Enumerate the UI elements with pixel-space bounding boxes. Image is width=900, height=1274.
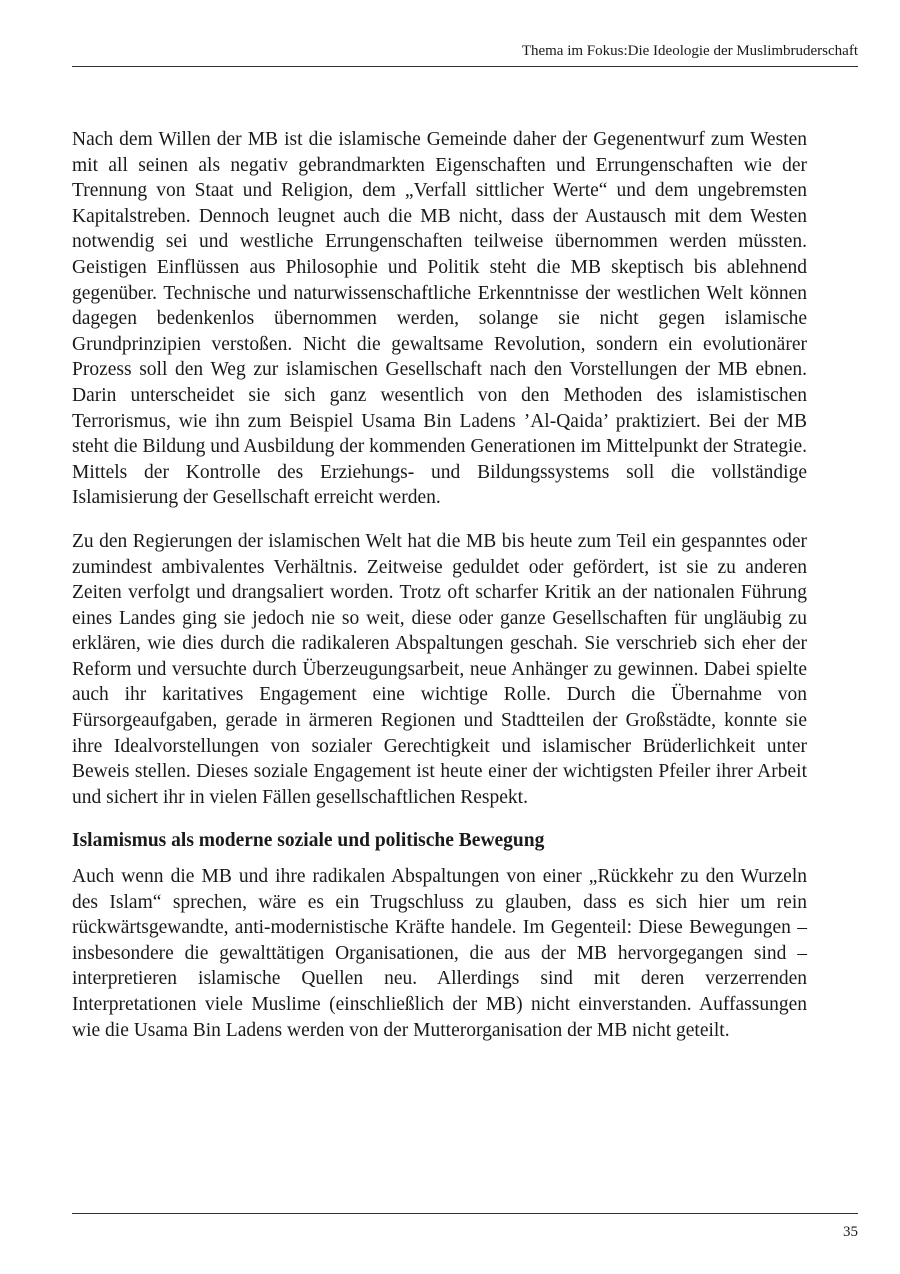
footer-divider: [72, 1213, 858, 1214]
running-header: [72, 38, 858, 67]
page-number: 35: [843, 1224, 858, 1240]
main-content: [72, 127, 807, 1061]
paragraph-1: Nach dem Willen der MB ist die islamische Gemeinde daher der Gegenentwurf zum Westen mit all seinen als negativ gebrandmarkten Eigenschaften und Errungenschaften wie der Trennung von Staat und Religion, dem „Verfall sittlicher Werte“ und dem ungebremsten Kapitalstreben. Dennoch leugnet auch die MB nicht, dass der Austausch mit dem Westen notwendig sei und westliche Errungenschaften teilweise übernommen werden müssten. Geistigen Einflüssen aus Philosophie und Politik steht die MB skeptisch bis ablehnend gegenüber. Technische und naturwissenschaftliche Erkenntnisse der westlichen Welt können dagegen bedenkenlos übernommen werden, solange sie nicht gegen islamische Grundprinzipien verstoßen. Nicht die gewaltsame Revolution, sondern ein evolutionärer Prozess soll den Weg zur islamischen Gesellschaft nach den Vorstellungen der MB ebnen. Darin unterscheidet sie sich ganz wesentlich von den Methoden des islamistischen Terrorismus, wie ihn zum Beispiel Usama Bin Ladens ’Al-Qaida’ praktiziert. Bei der MB steht die Bildung und Ausbildung der kommenden Generationen im Mittelpunkt der Strategie. Mittels der Kontrolle des Erziehungs- und Bildungssystems soll die vollständige Islamisierung der Gesellschaft erreicht werden.: [72, 129, 807, 509]
section-heading: Islamismus als moderne soziale und politische Bewegung: [72, 830, 545, 852]
paragraph-2: Zu den Regierungen der islamischen Welt hat die MB bis heute zum Teil ein gespanntes oder zumindest ambivalentes Verhältnis. Zeitweise geduldet oder gefördert, ist sie zu anderen Zeiten verfolgt und drangsaliert worden. Trotz oft scharfer Kritik an der nationalen Führung eines Landes ging sie jedoch nie so weit, diese oder ganze Gesellschaften für ungläubig zu erklären, wie dies durch die radikaleren Abspaltungen geschah. Sie verschrieb sich eher der Reform und versuchte durch Überzeugungsarbeit, neue Anhänger zu gewinnen. Dabei spielte auch ihr karitatives Engagement eine wichtige Rolle. Durch die Übernahme von Fürsorgeaufgaben, gerade in ärmeren Regionen und Stadtteilen der Großstädte, konnte sie ihre Idealvorstellungen von sozialer Gerechtigkeit und islamischer Brüderlichkeit unter Beweis stellen. Dieses soziale Engagement ist heute einer der wichtigsten Pfeiler ihrer Arbeit und sichert ihr in vielen Fällen gesellschaftlichen Respekt.: [72, 530, 807, 808]
paragraph-3: Auch wenn die MB und ihre radikalen Abspaltungen von einer „Rückkehr zu den Wurzeln des Islam“ sprechen, wäre es ein Trugschluss zu glauben, dass es sich hier um rein rückwärtsgewandte, anti-modernistische Kräfte handele. Im Gegenteil: Diese Bewegungen – insbesondere die gewalttätigen Organisationen, die aus der MB hervorgegangen sind – interpretieren islamische Quellen neu. Allerdings sind mit deren verzerrenden Interpretationen viele Muslime (einschließlich der MB) nicht einverstanden. Auffassungen wie die Usama Bin Ladens werden von der Mutterorganisation der MB nicht geteilt.: [72, 866, 807, 1041]
header-title: Thema im Fokus:Die Ideologie der Muslimbruderschaft: [521, 43, 858, 59]
